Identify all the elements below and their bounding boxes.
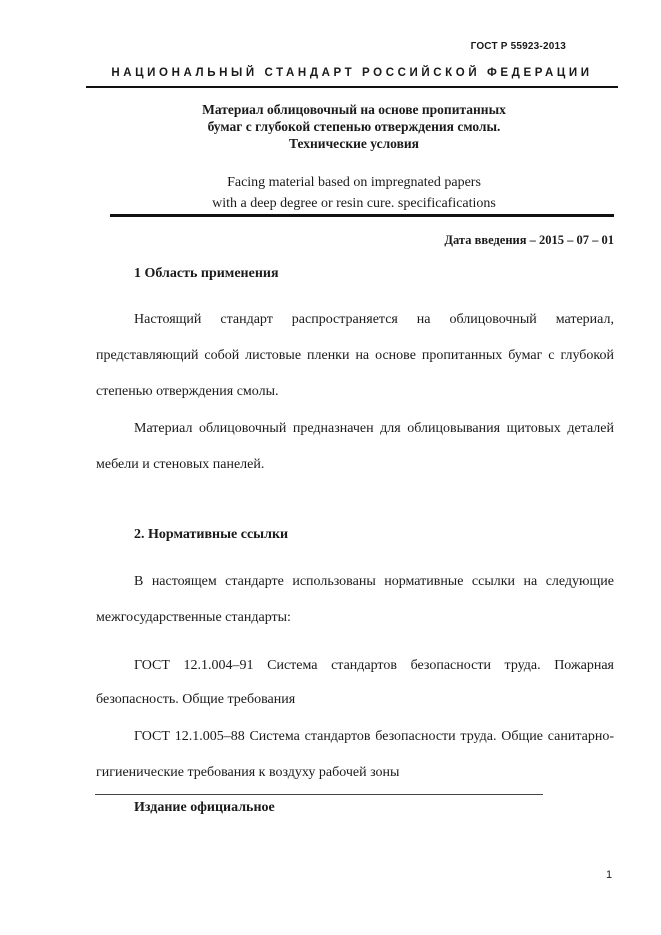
paragraph: Материал облицовочный предназначен для облицовывания щитовых деталей мебели и стеновых панелей. (96, 421, 614, 472)
title-ru-line: бумаг с глубокой степенью отверждения смолы. (207, 119, 501, 134)
section-heading-scope: 1 Область применения (134, 266, 279, 281)
paragraph-reference: ГОСТ 12.1.005–88 Система стандартов безопасности труда. Общие санитарно-гигиенические требования к воздуху рабочей зоны (96, 729, 614, 780)
title-divider (110, 214, 614, 217)
title-ru-line: Материал облицовочный на основе пропитанных (202, 102, 506, 117)
title-en-line: with a deep degree or resin cure. specificafications (212, 196, 496, 211)
section-heading-references: 2. Нормативные ссылки (134, 527, 289, 542)
document-code: ГОСТ Р 55923-2013 (470, 41, 566, 52)
header-divider (86, 86, 618, 88)
edition-note: Издание официальное (134, 800, 275, 815)
introduction-date: Дата введения – 2015 – 07 – 01 (444, 233, 614, 247)
paragraph-reference: ГОСТ 12.1.004–91 Система стандартов безопасности труда. Пожарная безопасность. Общие требования (96, 658, 614, 707)
paragraph: В настоящем стандарте использованы нормативные ссылки на следующие межгосударственные стандарты: (96, 574, 614, 625)
footnote-divider (95, 794, 543, 795)
page-number: 1 (606, 869, 613, 881)
standard-header: НАЦИОНАЛЬНЫЙ СТАНДАРТ РОССИЙСКОЙ ФЕДЕРАЦИИ (111, 67, 593, 79)
title-russian (86, 101, 622, 152)
title-ru-line: Технические условия (289, 136, 419, 151)
paragraph: Настоящий стандарт распространяется на облицовочный материал, представляющий собой листовые пленки на основе пропитанных бумаг с глубокой степенью отверждения смолы. (96, 312, 614, 399)
title-english (86, 172, 622, 214)
title-en-line: Facing material based on impregnated papers (227, 175, 481, 190)
